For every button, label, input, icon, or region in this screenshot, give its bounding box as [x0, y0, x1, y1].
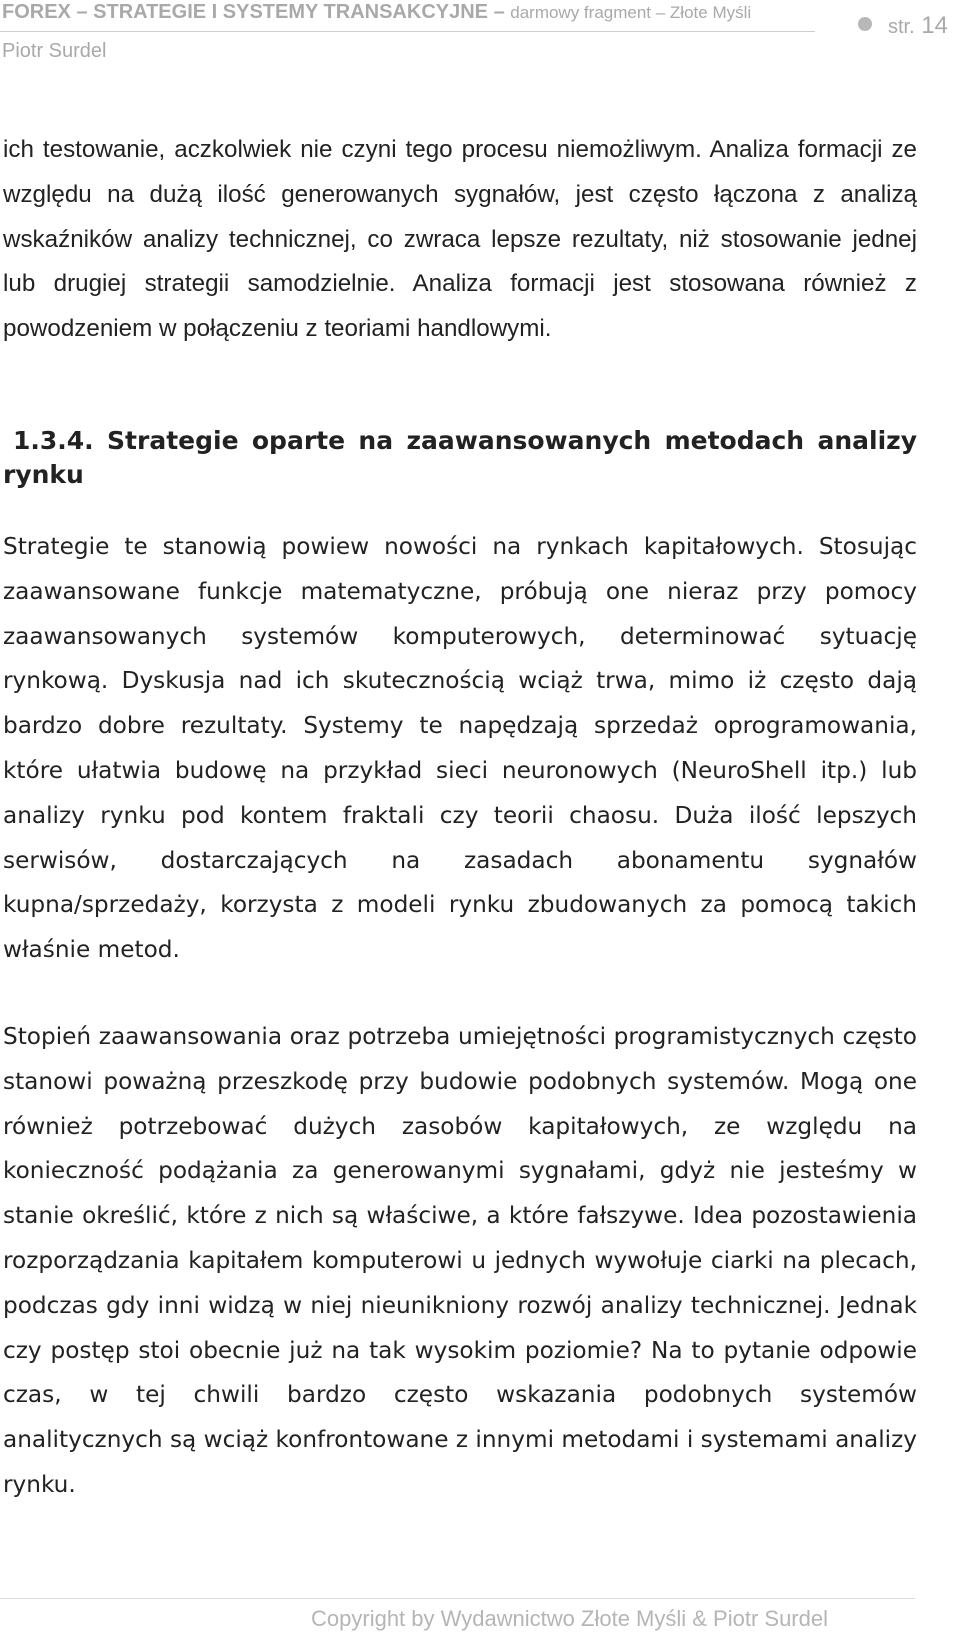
header-title [2, 1, 751, 24]
page-number [858, 12, 948, 40]
paragraph-2: Strategie te stanowią powiew nowości na rynkach kapitałowych. Stosując zaawansowane funkcje matematyczne, próbują one nieraz przy pomocy zaawansowanych systemów komputerowych, determinować sytuację rynkową. Dyskusja nad ich skutecznością wciąż trwa, mimo iż często dają bardzo dobre rezultaty. Systemy te napędzają sprzedaż oprogramowania, które ułatwia budowę na przykład sieci neuronowych (NeuroShell itp.) lub analizy rynku pod kontem fraktali czy teorii chaosu. Duża ilość lepszych serwisów, dostarczających na zasadach abonamentu sygnałów kupna/sprzedaży, korzysta z modeli rynku zbudowanych za pomocą takich właśnie metod. [3, 532, 917, 964]
paragraph-3: Stopień zaawansowania oraz potrzeba umiejętności programistycznych często stanowi poważną przeszkodę przy budowie podobnych systemów. Mogą one również potrzebować dużych zasobów kapitałowych, ze względu na konieczność podążania za generowanymi sygnałami, gdyż nie jesteśmy w stanie określić, które z nich są właściwe, a które fałszywe. Idea pozostawienia rozporządzania kapitałem komputerowi u jednych wywołuje ciarki na plecach, podczas gdy inni widzą w niej nieunikniony rozwój analizy technicznej. Jednak czy postęp stoi obecnie już na tak wysokim poziomie? Na to pytanie odpowie czas, w tej chwili bardzo często wskazania podobnych systemów analitycznych są wciąż konfrontowane z innymi metodami i systemami analizy rynku. [3, 1022, 917, 1498]
footer-copyright: Copyright by Wydawnictwo Złote Myśli & Piotr Surdel [311, 1606, 828, 1631]
document-body [3, 128, 917, 1508]
header-divider [0, 31, 815, 32]
page-number-value: 14 [921, 12, 948, 39]
footer-divider [0, 1598, 915, 1599]
paragraph-1: ich testowanie, aczkolwiek nie czyni tego procesu niemożliwym. Analiza formacji ze względu na dużą ilość generowanych sygnałów, jest często łączona z analizą wskaźników analizy technicznej, co zwraca lepsze rezultaty, niż stosowanie jednej lub drugiej strategii samodzielnie. Analiza formacji jest stosowana również z powodzeniem w połączeniu z teoriami handlowymi. [3, 136, 917, 343]
page-label: str. [887, 16, 915, 38]
header-title-main: FOREX – STRATEGIE I SYSTEMY TRANSAKCYJNE – [2, 1, 511, 23]
section-heading: 1.3.4. Strategie oparte na zaawansowanych metodach analizy rynku [3, 425, 917, 489]
header-title-fragment: darmowy fragment – Złote Myśli [510, 3, 752, 22]
header-author: Piotr Surdel [2, 40, 107, 62]
page-header [0, 0, 960, 78]
bullet-icon [858, 17, 872, 31]
